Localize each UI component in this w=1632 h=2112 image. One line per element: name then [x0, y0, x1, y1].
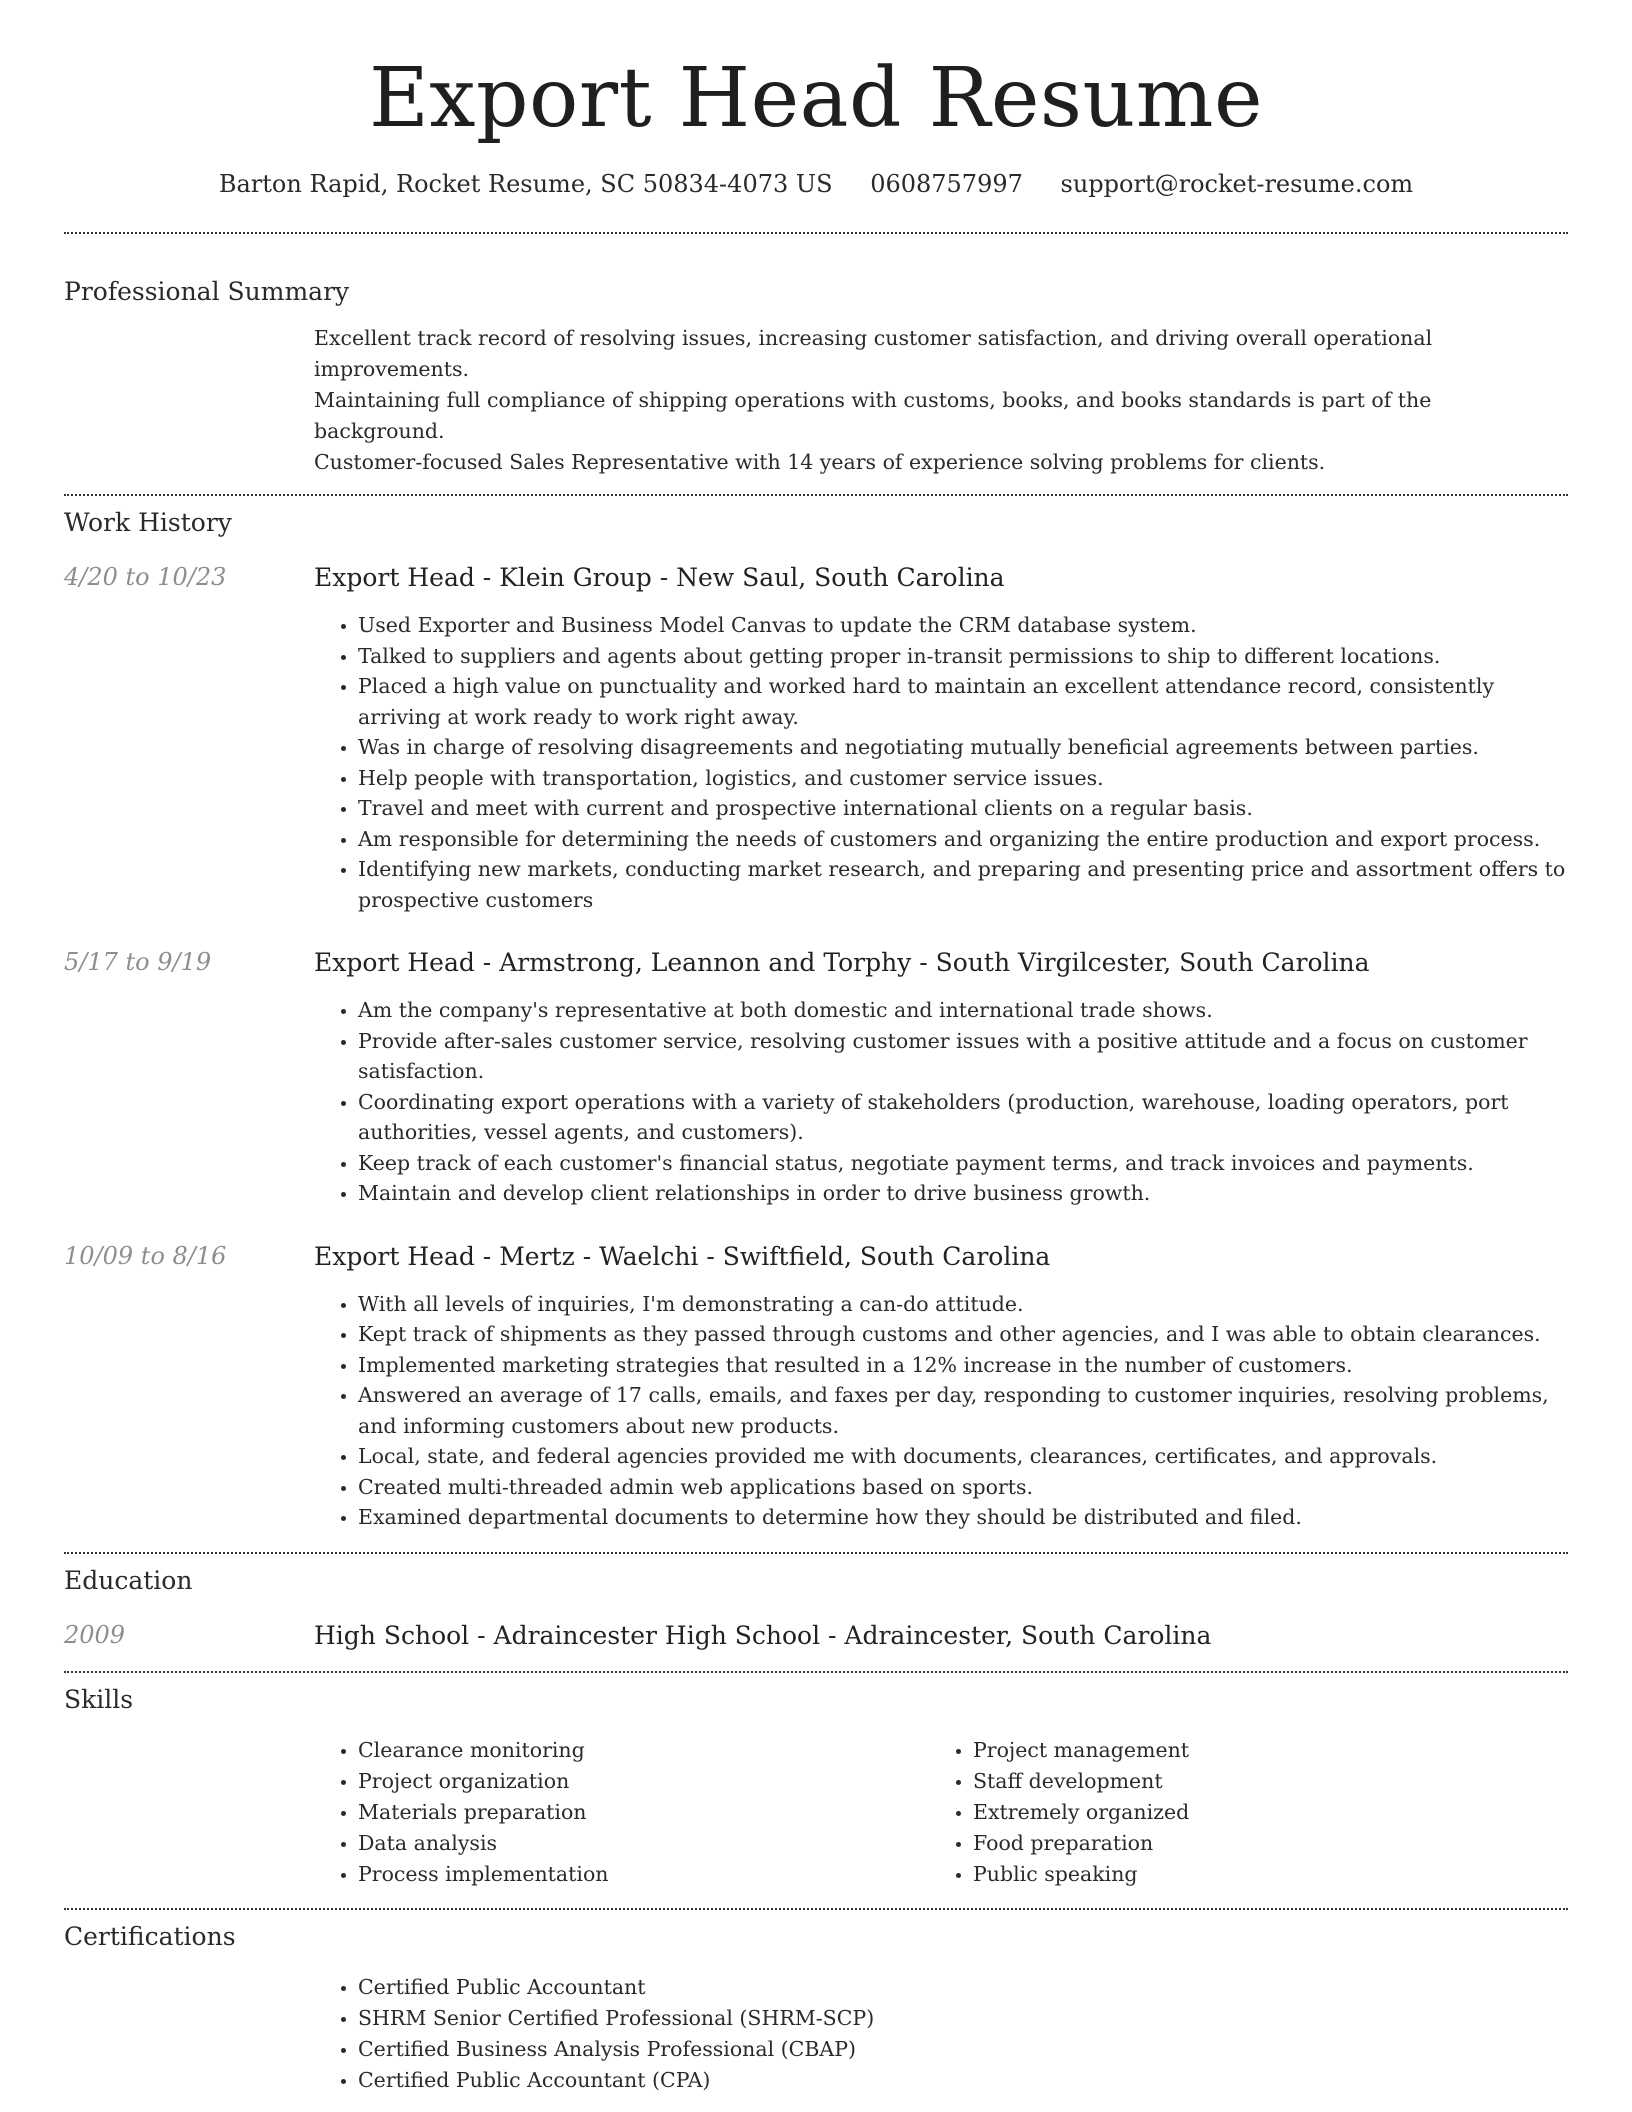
list-item: • Public speaking	[973, 1859, 1189, 1890]
list-item: • Extremely organized	[973, 1797, 1189, 1828]
list-item: • Was in charge of resolving disagreements and negotiating mutually beneficial agreements between parties.	[358, 732, 1568, 763]
list-item: • Certified Public Accountant	[358, 1972, 1568, 2003]
job-title: Export Head - Armstrong, Leannon and Torphy - South Virgilcester, South Carolina	[314, 948, 1370, 977]
list-item: • Placed a high value on punctuality and worked hard to maintain an excellent attendance record, consistently arriving at work ready to work right away.	[358, 671, 1568, 732]
job-title: Export Head - Mertz - Waelchi - Swiftfield, South Carolina	[314, 1241, 1051, 1271]
job-entry	[64, 948, 1568, 1209]
divider	[64, 1671, 1568, 1673]
list-item: • Project organization	[358, 1766, 973, 1797]
job-bullets	[358, 1289, 1568, 1533]
job-bullets	[358, 995, 1568, 1209]
section-title-summary: Professional Summary	[64, 277, 350, 306]
list-item: • Used Exporter and Business Model Canvas to update the CRM database system.	[358, 610, 1568, 641]
certifications-list	[358, 1972, 1568, 2096]
list-item: • Kept track of shipments as they passed through customs and other agencies, and I was able to obtain clearances.	[358, 1319, 1568, 1350]
list-item: • Talked to suppliers and agents about getting proper in-transit permissions to ship to different locations.	[358, 641, 1568, 672]
job-date: 5/17 to 9/19	[64, 948, 212, 976]
job-date: 4/20 to 10/23	[64, 563, 227, 591]
skills-column-2	[973, 1735, 1189, 1890]
list-item: • Identifying new markets, conducting market research, and preparing and presenting price and assortment offers to prospective customers	[358, 854, 1568, 915]
list-item: • Data analysis	[358, 1828, 973, 1859]
contact-address: Barton Rapid, Rocket Resume, SC 50834-4073 US	[218, 170, 833, 198]
section-title-skills: Skills	[64, 1684, 134, 1714]
list-item: • Am responsible for determining the needs of customers and organizing the entire production and export process.	[358, 824, 1568, 855]
job-bullets	[358, 610, 1568, 915]
job-entry	[64, 1242, 1568, 1533]
list-item: • Coordinating export operations with a variety of stakeholders (production, warehouse, loading operators, port authorities, vessel agents, and customers).	[358, 1087, 1568, 1148]
list-item: • Examined departmental documents to determine how they should be distributed and filed.	[358, 1502, 1568, 1533]
list-item: • SHRM Senior Certified Professional (SHRM-SCP)	[358, 2003, 1568, 2034]
education-date: 2009	[64, 1620, 126, 1649]
summary-line: Maintaining full compliance of shipping operations with customs, books, and books standards is part of the background.	[314, 388, 1432, 443]
education-title: High School - Adraincester High School - Adraincester, South Carolina	[314, 1620, 1212, 1650]
list-item: • Provide after-sales customer service, resolving customer issues with a positive attitude and a focus on customer satisfaction.	[358, 1026, 1568, 1087]
list-item: • Local, state, and federal agencies provided me with documents, clearances, certificates, and approvals.	[358, 1441, 1568, 1472]
list-item: • Keep track of each customer's financial status, negotiate payment terms, and track invoices and payments.	[358, 1148, 1568, 1179]
list-item: • Process implementation	[358, 1859, 973, 1890]
list-item: • Travel and meet with current and prospective international clients on a regular basis.	[358, 793, 1568, 824]
list-item: • Food preparation	[973, 1828, 1189, 1859]
skills-column-1	[358, 1735, 973, 1890]
contact-email: support@rocket-resume.com	[1060, 170, 1414, 198]
section-title-certifications: Certifications	[64, 1921, 236, 1951]
list-item: • Am the company's representative at both domestic and international trade shows.	[358, 995, 1568, 1026]
list-item: • Clearance monitoring	[358, 1735, 973, 1766]
list-item: • With all levels of inquiries, I'm demonstrating a can-do attitude.	[358, 1289, 1568, 1320]
divider	[64, 232, 1568, 234]
summary-line: Excellent track record of resolving issues, increasing customer satisfaction, and driving overall operational improvements.	[314, 326, 1433, 381]
section-title-work-history: Work History	[64, 508, 232, 537]
skills-list	[358, 1735, 1568, 1890]
list-item: • Materials preparation	[358, 1797, 973, 1828]
list-item: • Created multi-threaded admin web applications based on sports.	[358, 1472, 1568, 1503]
list-item: • Help people with transportation, logistics, and customer service issues.	[358, 763, 1568, 794]
summary-line: Customer-focused Sales Representative with 14 years of experience solving problems for clients.	[314, 450, 1326, 474]
divider	[64, 494, 1568, 496]
list-item: • Certified Business Analysis Professional (CBAP)	[358, 2034, 1568, 2065]
list-item: • Answered an average of 17 calls, emails, and faxes per day, responding to customer inquiries, resolving problems, and informing customers about new products.	[358, 1380, 1568, 1441]
divider	[64, 1552, 1568, 1554]
job-title: Export Head - Klein Group - New Saul, South Carolina	[314, 563, 1005, 592]
list-item: • Implemented marketing strategies that resulted in a 12% increase in the number of customers.	[358, 1350, 1568, 1381]
education-entry	[64, 1621, 1568, 1651]
section-title-education: Education	[64, 1565, 193, 1595]
list-item: • Staff development	[973, 1766, 1189, 1797]
divider	[64, 1908, 1568, 1910]
contact-line	[64, 170, 1568, 198]
job-entry	[64, 563, 1568, 915]
list-item: • Maintain and develop client relationships in order to drive business growth.	[358, 1178, 1568, 1209]
list-item: • Certified Public Accountant (CPA)	[358, 2065, 1568, 2096]
contact-phone: 0608757997	[870, 170, 1023, 198]
list-item: • Project management	[973, 1735, 1189, 1766]
resume-page	[64, 0, 1568, 2112]
summary-text	[314, 323, 1568, 478]
job-date: 10/09 to 8/16	[64, 1241, 227, 1270]
resume-title: Export Head Resume	[368, 51, 1264, 146]
